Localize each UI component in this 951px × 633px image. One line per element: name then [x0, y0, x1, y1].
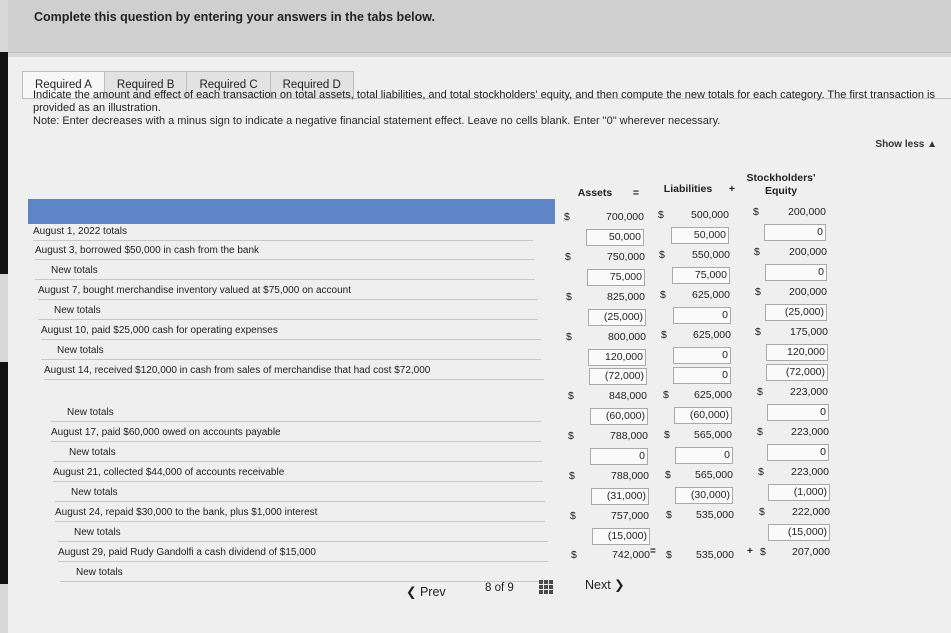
- liabilities-total: 535,000: [696, 509, 734, 521]
- liabilities-total: 625,000: [693, 329, 731, 341]
- dollar-sign: $: [661, 329, 667, 341]
- new-totals-label: New totals: [41, 342, 541, 360]
- liabilities-total: 550,000: [692, 249, 730, 261]
- liabilities-entry[interactable]: 0: [675, 447, 733, 464]
- liabilities-header: Liabilities: [663, 183, 713, 195]
- liabilities-total: 535,000: [696, 549, 734, 561]
- question-text: [33, 89, 938, 128]
- equals-header: =: [632, 187, 640, 199]
- liabilities-total: 625,000: [694, 389, 732, 401]
- dollar-sign: $: [665, 469, 671, 481]
- new-totals-label: New totals: [58, 524, 548, 542]
- liabilities-total: 565,000: [694, 429, 732, 441]
- equity-entry[interactable]: 120,000: [766, 344, 828, 361]
- show-less-link[interactable]: Show less ▲: [875, 139, 937, 150]
- plus-header: +: [728, 183, 736, 195]
- question-grid-icon[interactable]: [539, 580, 553, 594]
- dollar-sign: $: [759, 506, 765, 518]
- left-edge-dark-bar-bottom: [0, 362, 8, 584]
- chevron-left-icon: ❮: [406, 585, 420, 599]
- dollar-sign: $: [753, 206, 759, 218]
- equity-entry[interactable]: (72,000): [766, 364, 828, 381]
- page-indicator: 8 of 9: [485, 582, 514, 594]
- equity-entry[interactable]: (15,000): [768, 524, 830, 541]
- top-instruction-bar: [8, 0, 951, 53]
- dollar-sign: $: [660, 289, 666, 301]
- equity-total: 222,000: [792, 506, 830, 518]
- dollar-sign: $: [755, 326, 761, 338]
- tab-required-d[interactable]: Required D: [270, 71, 354, 99]
- dollar-sign: $: [566, 291, 572, 303]
- equity-total: 200,000: [789, 246, 827, 258]
- liabilities-total: 500,000: [691, 209, 729, 221]
- equity-entry[interactable]: 0: [764, 224, 826, 241]
- transaction-label: August 7, bought merchandise inventory valued at $75,000 on account: [38, 282, 538, 300]
- assets-entry[interactable]: (72,000): [589, 368, 647, 385]
- dollar-sign: $: [757, 386, 763, 398]
- dollar-sign: $: [568, 390, 574, 402]
- new-totals-label: New totals: [38, 302, 538, 320]
- assets-entry[interactable]: (60,000): [590, 408, 648, 425]
- assets-entry[interactable]: (25,000): [588, 309, 646, 326]
- assets-total: 742,000: [612, 549, 650, 561]
- equity-entry[interactable]: (25,000): [765, 304, 827, 321]
- new-totals-label: New totals: [55, 484, 545, 502]
- equity-total: 223,000: [791, 426, 829, 438]
- tab-required-b[interactable]: Required B: [104, 71, 187, 99]
- plus-sign: +: [747, 546, 753, 557]
- dollar-sign: $: [760, 546, 766, 558]
- tab-required-c[interactable]: Required C: [186, 71, 269, 99]
- new-totals-label: New totals: [51, 404, 541, 422]
- transaction-label: August 17, paid $60,000 owed on accounts payable: [51, 424, 541, 442]
- dollar-sign: $: [568, 430, 574, 442]
- equity-total: 175,000: [790, 326, 828, 338]
- liabilities-total: 625,000: [692, 289, 730, 301]
- dollar-sign: $: [658, 209, 664, 221]
- liabilities-total: 565,000: [695, 469, 733, 481]
- assets-total: 788,000: [611, 470, 649, 482]
- dollar-sign: $: [664, 429, 670, 441]
- transaction-label: August 3, borrowed $50,000 in cash from the bank: [35, 242, 535, 260]
- dollar-sign: $: [755, 286, 761, 298]
- new-totals-label: New totals: [53, 444, 543, 462]
- transaction-label: August 10, paid $25,000 cash for operating expenses: [41, 322, 541, 340]
- equity-entry[interactable]: (1,000): [768, 484, 830, 501]
- dollar-sign: $: [758, 466, 764, 478]
- dollar-sign: $: [757, 426, 763, 438]
- question-panel: [8, 57, 951, 633]
- equity-total: 200,000: [788, 206, 826, 218]
- transaction-label: August 14, received $120,000 in cash from sales of merchandise that had cost $72,000: [44, 362, 544, 380]
- assets-header: Assets: [577, 187, 613, 199]
- assets-total: 848,000: [609, 390, 647, 402]
- dollar-sign: $: [564, 211, 570, 223]
- assets-total: 757,000: [611, 510, 649, 522]
- next-button[interactable]: Next ❯: [585, 578, 625, 592]
- assets-entry[interactable]: 50,000: [586, 229, 644, 246]
- equity-total: 223,000: [791, 466, 829, 478]
- prev-button[interactable]: ❮ Prev: [406, 585, 446, 599]
- liabilities-entry[interactable]: 50,000: [671, 227, 729, 244]
- liabilities-entry[interactable]: (60,000): [674, 407, 732, 424]
- equity-total: 200,000: [789, 286, 827, 298]
- dollar-sign: $: [666, 549, 672, 561]
- left-edge-dark-bar-top: [0, 52, 8, 274]
- tab-required-a[interactable]: Required A: [22, 71, 104, 99]
- dollar-sign: $: [571, 549, 577, 561]
- assets-total: 750,000: [607, 251, 645, 263]
- assets-entry[interactable]: 120,000: [588, 349, 646, 366]
- dollar-sign: $: [569, 470, 575, 482]
- new-totals-label: New totals: [60, 564, 550, 582]
- transaction-label: August 24, repaid $30,000 to the bank, plus $1,000 interest: [55, 504, 545, 522]
- transaction-label: August 21, collected $44,000 of accounts receivable: [53, 464, 543, 482]
- question-line: Indicate the amount and effect of each transaction on total assets, total liabilities, and total stockholders' equity, and then compute the new totals for each category. The first transaction is provided as an illustration.: [33, 89, 935, 114]
- assets-entry[interactable]: 0: [590, 448, 648, 465]
- equity-total: 223,000: [790, 386, 828, 398]
- table-header-bar: [28, 199, 555, 224]
- equity-entry[interactable]: 0: [767, 444, 829, 461]
- equals-sign: =: [650, 546, 656, 557]
- equity-total: 207,000: [792, 546, 830, 558]
- dollar-sign: $: [754, 246, 760, 258]
- assets-entry[interactable]: 75,000: [587, 269, 645, 286]
- liabilities-entry[interactable]: 0: [673, 307, 731, 324]
- assets-total: 800,000: [608, 331, 646, 343]
- dollar-sign: $: [666, 509, 672, 521]
- equity-entry[interactable]: 0: [765, 264, 827, 281]
- equity-header: Stockholders' Equity: [746, 172, 816, 197]
- liabilities-entry[interactable]: 75,000: [672, 267, 730, 284]
- instruction-text: Complete this question by entering your answers in the tabs below.: [34, 10, 435, 24]
- liabilities-entry[interactable]: 0: [673, 347, 731, 364]
- dollar-sign: $: [663, 389, 669, 401]
- liabilities-entry[interactable]: (30,000): [675, 487, 733, 504]
- assets-total: 825,000: [607, 291, 645, 303]
- assets-entry[interactable]: (15,000): [592, 528, 650, 545]
- transaction-label: August 1, 2022 totals: [33, 223, 533, 241]
- question-note: Note: Enter decreases with a minus sign to indicate a negative financial statement effect. Leave no cells blank. Enter "0" wherever necessary.: [33, 115, 721, 127]
- dollar-sign: $: [566, 331, 572, 343]
- dollar-sign: $: [565, 251, 571, 263]
- dollar-sign: $: [570, 510, 576, 522]
- dollar-sign: $: [659, 249, 665, 261]
- liabilities-entry[interactable]: 0: [673, 367, 731, 384]
- assets-total: 700,000: [606, 211, 644, 223]
- assets-total: 788,000: [610, 430, 648, 442]
- new-totals-label: New totals: [35, 262, 535, 280]
- transaction-label: August 29, paid Rudy Gandolfi a cash dividend of $15,000: [58, 544, 548, 562]
- assets-entry[interactable]: (31,000): [591, 488, 649, 505]
- chevron-right-icon: ❯: [610, 578, 625, 592]
- equity-entry[interactable]: 0: [767, 404, 829, 421]
